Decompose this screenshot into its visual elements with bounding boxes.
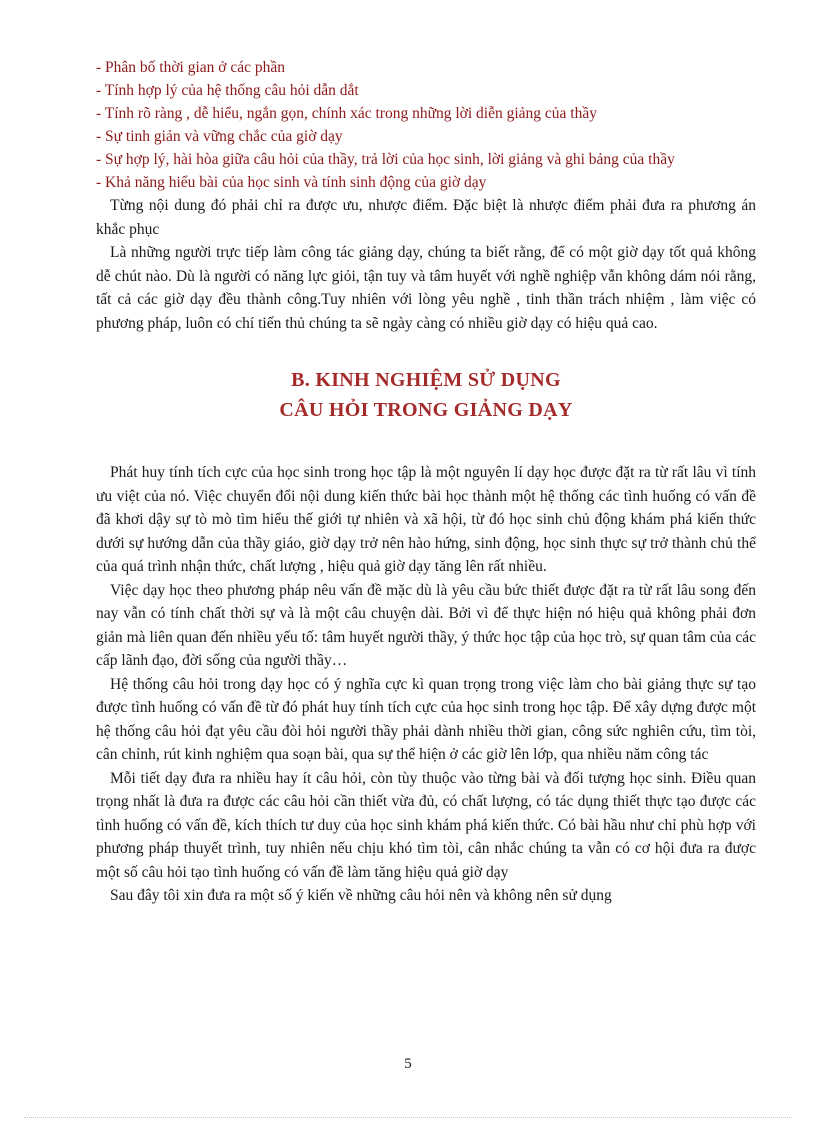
evaluation-criteria-list	[96, 56, 756, 194]
body-paragraph: Hệ thống câu hỏi trong dạy học có ý nghĩa cực kì quan trọng trong việc làm cho bài giảng thực sự tạo được tình huống có vấn đề từ đó phát huy tính tích cực của học sinh trong học tập. Để xây dựng được một hệ thống câu hỏi đạt yêu cầu đòi hỏi người thầy phải dành nhiều thời gian, công sức nghiên cứu, tìm tòi, cân chỉnh, rút kinh nghiệm qua soạn bài, qua sự thể hiện ở các giờ lên lớp, qua nhiều năm công tác	[96, 675, 756, 763]
body-paragraph: Mỗi tiết dạy đưa ra nhiều hay ít câu hỏi, còn tùy thuộc vào từng bài và đối tượng học sinh. Điều quan trọng nhất là đưa ra được các câu hỏi cần thiết vừa đủ, có chất lượng, có tác dụng thiết thực tạo được các tình huống có vấn đề, kích thích tư duy của học sinh khám phá kiến thức. Có bài hầu như chỉ phù hợp với phương pháp thuyết trình, tuy nhiên nếu chịu khó tìm tòi, cân nhắc chúng ta vẫn có cơ hội đưa ra được một số câu hỏi tạo tình huống có vấn đề làm tăng hiệu quả giờ dạy	[96, 769, 756, 881]
criteria-item: - Tính rõ ràng , dễ hiểu, ngắn gọn, chính xác trong những lời diễn giảng của thầy	[96, 105, 597, 122]
body-paragraph: Việc dạy học theo phương pháp nêu vấn đề mặc dù là yêu cầu bức thiết được đặt ra từ rất lâu song đến nay vẫn có tính chất thời sự và là một câu chuyện dài. Bởi vì để thực hiện nó hiệu quả không phải đơn giản mà liên quan đến nhiều yếu tố: tâm huyết người thầy, ý thức học tập của học trò, sự quan tâm của các cấp lãnh đạo, đời sống của người thầy…	[96, 581, 756, 669]
criteria-item: - Sự hợp lý, hài hòa giữa câu hỏi của thầy, trả lời của học sinh, lời giảng và ghi bảng của thầy	[96, 151, 675, 168]
section-heading-line: B. KINH NGHIỆM SỬ DỤNG	[291, 369, 561, 391]
criteria-item: - Khả năng hiểu bài của học sinh và tính sinh động của giờ dạy	[96, 174, 487, 191]
intro-paragraph: Là những người trực tiếp làm công tác giảng dạy, chúng ta biết rằng, để có một giờ dạy tốt quả không dễ chút nào. Dù là người có năng lực giỏi, tận tuy và tâm huyết với nghề nghiệp vẫn không dám nói rằng, tất cả các giờ dạy đều thành công.Tuy nhiên với lòng yêu nghề , tinh thần trách nhiệm , làm việc có phương pháp, luôn có chí tiến thủ chúng ta sẽ ngày càng có nhiều giờ dạy có hiệu quả cao.	[96, 244, 756, 332]
page-number: 5	[404, 1056, 412, 1072]
section-heading	[96, 365, 756, 425]
criteria-item: - Tính hợp lý của hệ thống câu hỏi dẫn dắt	[96, 82, 359, 99]
document-page	[96, 56, 756, 908]
footer-divider	[24, 1117, 792, 1118]
body-paragraph: Phát huy tính tích cực của học sinh trong học tập là một nguyên lí dạy học được đặt ra từ rất lâu vì tính ưu việt của nó. Việc chuyển đổi nội dung kiến thức bài học thành một hệ thống các tình huống có vấn đề đã khơi dậy sự tò mò tìm hiểu thế giới tự nhiên và xã hội, từ đó học sinh chủ động khám phá kiến thức dưới sự hướng dẫn của thầy giáo, giờ dạy trở nên hào hứng, sinh động, học sinh thực sự trở thành chủ thể của quá trình nhận thức, chất lượng , hiệu quả giờ dạy tăng lên rất nhiều.	[96, 464, 756, 575]
criteria-item: - Phân bố thời gian ở các phần	[96, 59, 285, 76]
intro-paragraph: Từng nội dung đó phải chỉ ra được ưu, nhược điểm. Đặc biệt là nhược điểm phải đưa ra phương án khắc phục	[96, 197, 756, 238]
criteria-item: - Sự tinh giản và vững chắc của giờ dạy	[96, 128, 343, 145]
body-paragraph: Sau đây tôi xin đưa ra một số ý kiến về những câu hỏi nên và không nên sử dụng	[110, 887, 612, 904]
section-heading-line: CÂU HỎI TRONG GIẢNG DẠY	[279, 399, 573, 421]
